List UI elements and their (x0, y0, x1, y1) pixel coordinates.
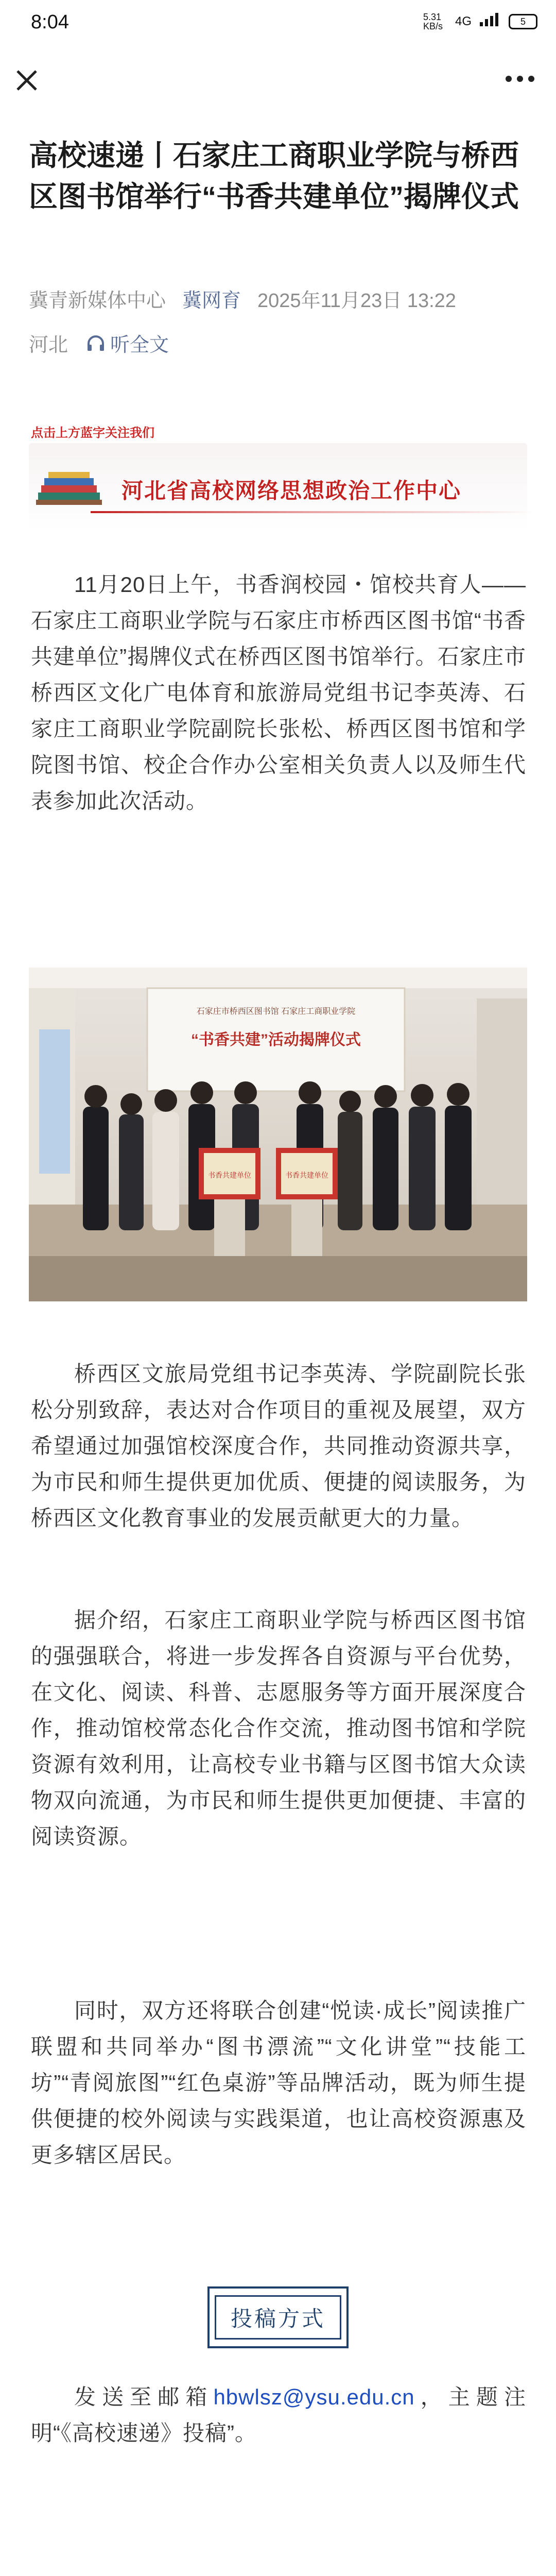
photo-plaque-left: 书香共建单位 (208, 1171, 251, 1179)
listen-button[interactable] (86, 329, 169, 357)
banner-title: 河北省高校网络思想政治工作中心 (121, 479, 462, 503)
article-meta (29, 284, 456, 313)
submit-label: 投稿方式 (215, 2295, 341, 2340)
submit-box (207, 2286, 349, 2348)
submit-suffix: ，主题注明“《高校速递》投稿”。 (31, 2385, 526, 2445)
paragraph-3: 据介绍，石家庄工商职业学院与桥西区图书馆的强强联合，将进一步发挥各自资源与平台优势，在文化、阅读、科普、志愿服务等方面开展深度合作，推动馆校常态化合作交流，推动图书馆和学院资源有效利用，让高校专业书籍与区图书馆大众读物双向流通，为市民和师生提供更加便捷、丰富的阅读资源。 (31, 1608, 526, 1849)
event-photo-graphic (29, 968, 527, 1301)
article-title: 高校速递丨石家庄工商职业学院与桥西区图书馆举行“书香共建单位”揭牌仪式 (29, 139, 519, 213)
banner-underline (91, 511, 533, 513)
paragraph-1: 11月20日上午，书香润校园・馆校共育人——石家庄工商职业学院与石家庄市桥西区图书馆“书香共建单位”揭牌仪式在桥西区图书馆举行。石家庄市桥西区文化广电体育和旅游局党组书记李英涛、石家庄工商职业学院副院长张松、桥西区图书馆和学院图书馆、校企合作办公室相关负责人以及师生代表参加此次活动。 (31, 572, 526, 813)
article-meta-2 (29, 329, 169, 357)
more-button[interactable] (499, 61, 541, 94)
headphone-icon (86, 334, 105, 352)
network-speed: 5.31 KB/s (423, 12, 443, 31)
nav-bar (0, 45, 556, 112)
event-photo (29, 968, 527, 1301)
battery-level: 5 (520, 16, 526, 27)
listen-label: 听全文 (110, 334, 169, 356)
photo-banner-line2: “书香共建”活动揭牌仪式 (191, 1031, 361, 1048)
paragraph-2: 桥西区文旅局党组书记李英涛、学院副院长张松分别致辞，表达对合作项目的重视及展望，双方希望通过加强馆校深度合作，共同推动资源共享，为市民和师生提供更加优质、便捷的阅读服务，为桥西区文化教育事业的发展贡献更大的力量。 (31, 1362, 526, 1530)
photo-plaque-right: 书香共建单位 (285, 1171, 328, 1179)
submit-prefix: 发送至邮箱 (74, 2385, 214, 2409)
article-region: 河北 (29, 334, 68, 356)
close-button[interactable] (10, 64, 43, 97)
photo-banner-line1: 石家庄市桥西区图书馆 石家庄工商职业学院 (196, 1007, 356, 1016)
submit-email-link[interactable]: hbwlsz@ysu.edu.cn (213, 2385, 415, 2409)
signal-icon (479, 13, 501, 31)
close-icon (15, 69, 38, 92)
center-banner (29, 443, 527, 531)
account-link[interactable]: 冀网育 (182, 290, 241, 312)
books-icon (36, 470, 103, 508)
status-icons (423, 12, 537, 31)
more-icon (505, 75, 535, 82)
status-bar (0, 0, 556, 45)
network-label: 4G (455, 14, 472, 28)
paragraph-4: 同时，双方还将联合创建“悦读·成长”阅读推广联盟和共同举办“图书漂流”“文化讲堂”“技能工坊”“青阅旅图”“红色桌游”等品牌活动，既为师生提供便捷的校外阅读与实践渠道，也让高校资源惠及更多辖区居民。 (31, 1998, 526, 2167)
article-source: 冀青新媒体中心 (29, 290, 166, 312)
follow-hint: 点击上方蓝字关注我们 (31, 426, 154, 440)
submit-info (31, 2379, 526, 2451)
article-datetime: 2025年11月23日 13:22 (257, 290, 456, 312)
status-time: 8:04 (31, 11, 69, 33)
battery-icon (509, 14, 537, 29)
